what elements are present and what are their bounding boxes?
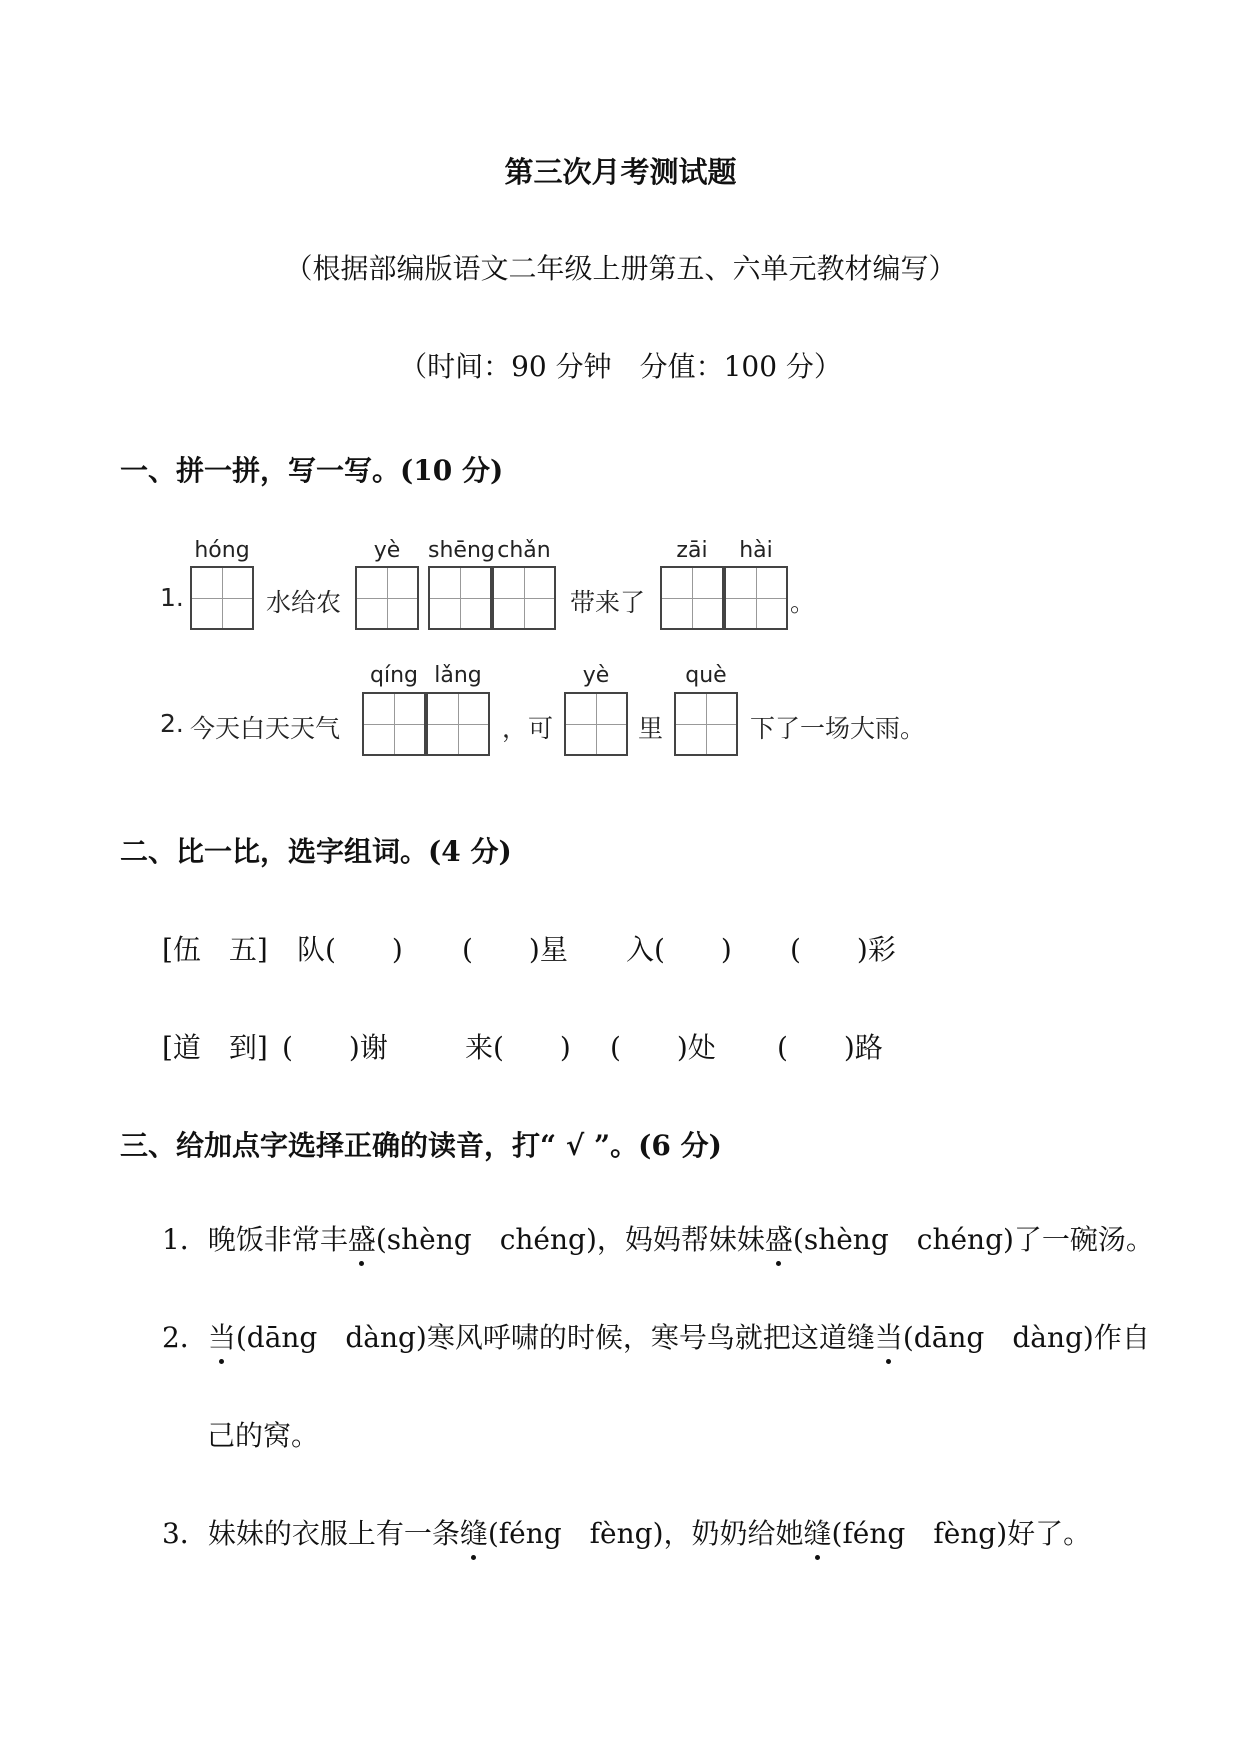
- section3-heading: 三、给加点字选择正确的读音，打“ √ ”。(6 分): [120, 1129, 722, 1162]
- pinyin-qing: qíng: [370, 663, 418, 688]
- dotted-char: 当: [208, 1316, 236, 1356]
- word-blank[interactable]: 队( ): [297, 933, 403, 966]
- write-box[interactable]: [660, 566, 724, 630]
- char-pair-label: [道 到]: [162, 1031, 268, 1064]
- word-blank[interactable]: 来( ): [465, 1031, 571, 1064]
- pinyin-lang: lǎng: [434, 663, 482, 688]
- write-box[interactable]: [190, 566, 254, 630]
- pronunciation-choice[interactable]: (shèng chéng)，妈妈帮妹妹: [375, 1223, 765, 1256]
- question-number: 1．: [162, 1223, 208, 1256]
- q1-text-2: 带来了: [570, 588, 646, 617]
- question-2-continued: 己的窝。: [207, 1419, 320, 1452]
- q2-text-2: ，: [502, 714, 528, 743]
- q1-text-1: 水给农: [266, 588, 342, 617]
- question-2: [162, 1316, 1150, 1356]
- question-number: 3．: [162, 1517, 208, 1550]
- exam-time-info: （时间：90 分钟 分值：100 分）: [399, 350, 842, 383]
- pinyin-hong: hóng: [194, 538, 250, 563]
- char-pair-label: [伍 五]: [162, 933, 268, 966]
- q2-number: 2.: [160, 709, 184, 738]
- pronunciation-choice[interactable]: (dāng dàng)寒风呼啸的时候，寒号鸟就把这道缝: [235, 1321, 875, 1354]
- write-box[interactable]: [674, 692, 738, 756]
- q1-number: 1.: [160, 583, 184, 612]
- pinyin-zai: zāi: [676, 538, 708, 563]
- question-3: [162, 1512, 1091, 1552]
- word-blank[interactable]: ( )星: [462, 933, 568, 966]
- dotted-char: 盛: [348, 1218, 376, 1258]
- word-blank[interactable]: ( )彩: [790, 933, 896, 966]
- pinyin-chan: chǎn: [497, 538, 551, 563]
- pinyin-hai: hài: [739, 538, 773, 563]
- dotted-char: 缝: [804, 1512, 832, 1552]
- dotted-char: 盛: [765, 1218, 793, 1258]
- pinyin-ye-2: yè: [582, 663, 610, 688]
- write-box[interactable]: [426, 692, 490, 756]
- word-blank[interactable]: ( )路: [777, 1031, 883, 1064]
- pronunciation-choice[interactable]: (shèng chéng)了一碗汤。: [792, 1223, 1154, 1256]
- write-box[interactable]: [428, 566, 492, 630]
- q2-text-1: 今天白天天气: [190, 714, 341, 743]
- write-box[interactable]: [564, 692, 628, 756]
- write-box[interactable]: [362, 692, 426, 756]
- page-title: 第三次月考测试题: [504, 155, 737, 189]
- pinyin-sheng: shēng: [428, 538, 495, 563]
- write-box[interactable]: [492, 566, 556, 630]
- section1-heading: 一、拼一拼，写一写。(10 分): [120, 454, 504, 487]
- q2-text-3: 可: [528, 714, 554, 743]
- word-blank[interactable]: 入( ): [626, 933, 732, 966]
- question-1: [162, 1218, 1154, 1258]
- dotted-char: 当: [875, 1316, 903, 1356]
- q2-text-4: 里: [638, 714, 664, 743]
- question-text: 妹妹的衣服上有一条: [207, 1517, 460, 1550]
- write-box[interactable]: [355, 566, 419, 630]
- question-text: 晚饭非常丰: [207, 1223, 348, 1256]
- page-subtitle: （根据部编版语文二年级上册第五、六单元教材编写）: [284, 252, 957, 285]
- q1-text-3: 。: [790, 588, 816, 617]
- q2-text-5: 下了一场大雨。: [750, 714, 926, 743]
- word-blank[interactable]: ( )处: [610, 1031, 716, 1064]
- dotted-char: 缝: [460, 1512, 488, 1552]
- section2-heading: 二、比一比，选字组词。(4 分): [120, 835, 512, 868]
- word-blank[interactable]: ( )谢: [282, 1031, 388, 1064]
- pronunciation-choice[interactable]: (dāng dàng)作自: [902, 1321, 1150, 1354]
- pronunciation-choice[interactable]: (féng fèng)好了。: [831, 1517, 1092, 1550]
- question-number: 2．: [162, 1321, 208, 1354]
- pinyin-ye: yè: [373, 538, 401, 563]
- pronunciation-choice[interactable]: (féng fèng)，奶奶给她: [487, 1517, 804, 1550]
- pinyin-que: què: [685, 663, 727, 688]
- write-box[interactable]: [724, 566, 788, 630]
